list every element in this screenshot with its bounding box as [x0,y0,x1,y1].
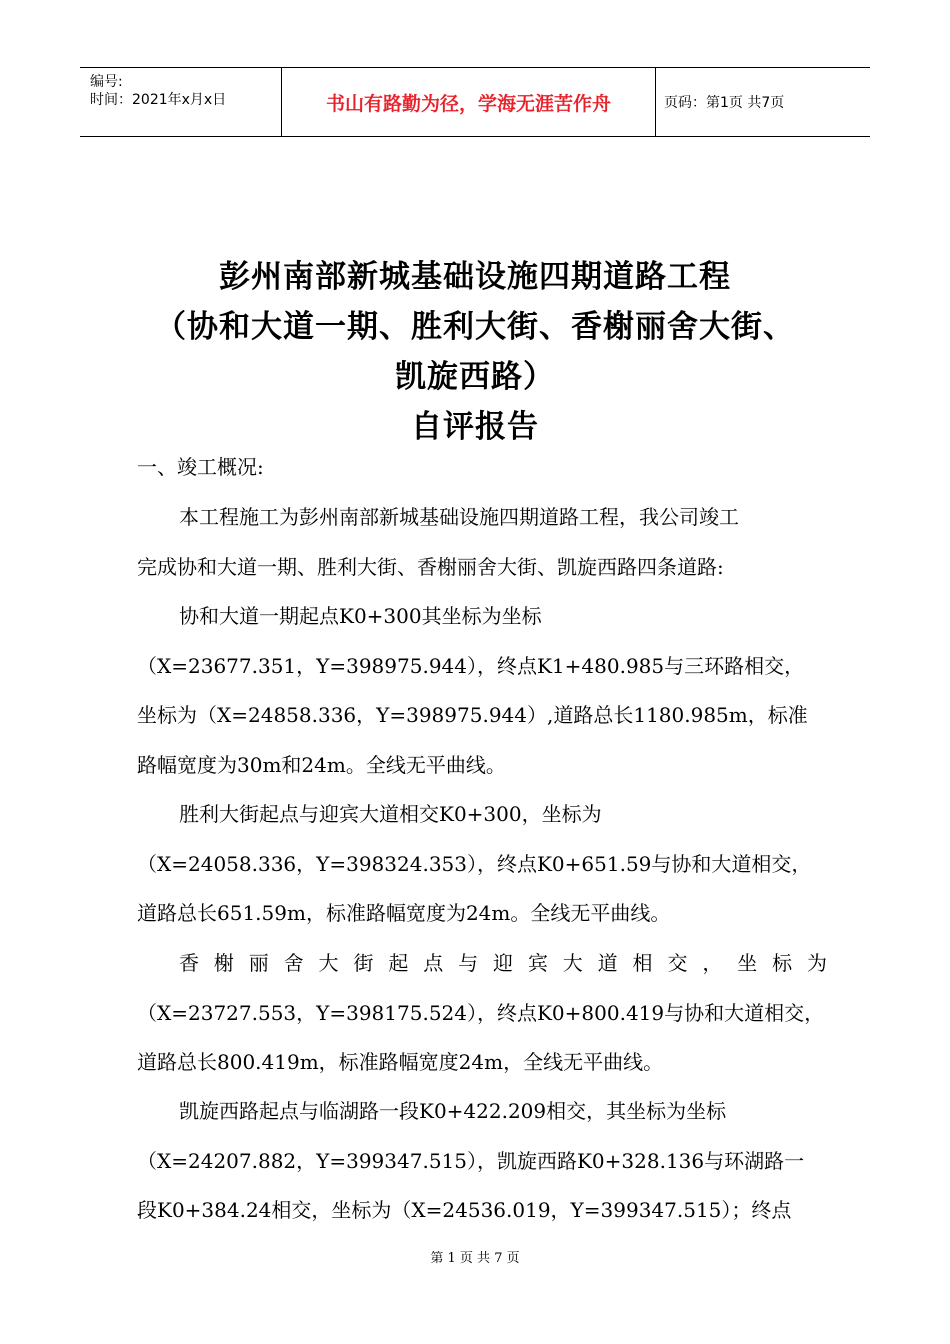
paragraph-line: 坐标为（X=24858.336，Y=398975.944）,道路总长1180.985m，标准 [137,703,808,727]
paragraph-line: 道路总长800.419m，标准路幅宽度24m，全线无平曲线。 [137,1050,664,1074]
paragraph-line: 路幅宽度为30m和24m。全线无平曲线。 [137,752,506,777]
paragraph-line: 协和大道一期起点K0+300其坐标为坐标 [179,604,542,628]
page-footer: 第 1 页 共 7 页 [430,1251,520,1266]
paragraph-line: 胜利大街起点与迎宾大道相交K0+300，坐标为 [179,802,602,826]
header-meta [80,68,282,136]
paragraph-line: （X=24207.882，Y=399347.515），凯旋西路K0+328.136与环湖路一 [137,1148,805,1173]
paragraph-line: 凯旋西路起点与临湖路一段K0+422.209相交，其坐标为坐标 [179,1099,727,1123]
paragraph-line: （X=23727.553，Y=398175.524），终点K0+800.419与协和大道相交， [137,1000,825,1025]
paragraph-line: 段K0+384.24相交，坐标为（X=24536.019，Y=399347.515）；终点 [137,1198,792,1222]
page-header [80,67,870,137]
document-date: 时间：2021年x月x日 [90,92,227,108]
paragraph-line: 道路总长651.59m，标准路幅宽度为24m。全线无平曲线。 [137,901,671,925]
paragraph-kaixuan-west-road [137,1087,827,1236]
report-title-line-3: 凯旋西路） [395,359,555,395]
paragraph-line: （X=24058.336，Y=398324.353），终点K0+651.59与协和大道相交， [137,851,812,876]
paragraph-xiehe-avenue [137,592,827,790]
paragraph-overview [137,493,827,592]
section-heading [137,443,827,493]
paragraph-line: （X=23677.351，Y=398975.944），终点K1+480.985与三环路相交， [137,653,805,678]
report-title-line-2: （协和大道一期、胜利大街、香榭丽舍大街、 [155,309,795,345]
report-title-line-4: 自评报告 [411,409,539,445]
paragraph-champs-street [137,939,827,1088]
report-title-line-1: 彭州南部新城基础设施四期道路工程 [219,259,731,295]
section-heading-text: 一、竣工概况: [137,455,264,479]
document-number-label: 编号: [90,74,123,90]
paragraph-shengli-street [137,790,827,939]
header-motto: 书山有路勤为径，学海无涯苦作舟 [282,68,656,136]
paragraph-line: 香榭丽舍大街起点与迎宾大道相交，坐标为 [179,951,827,975]
paragraph-line: 本工程施工为彭州南部新城基础设施四期道路工程，我公司竣工 [179,505,739,529]
paragraph-line: 完成协和大道一期、胜利大街、香榭丽舍大街、凯旋西路四条道路: [137,554,724,579]
header-page-info: 页码：第1页 共7页 [664,95,785,111]
